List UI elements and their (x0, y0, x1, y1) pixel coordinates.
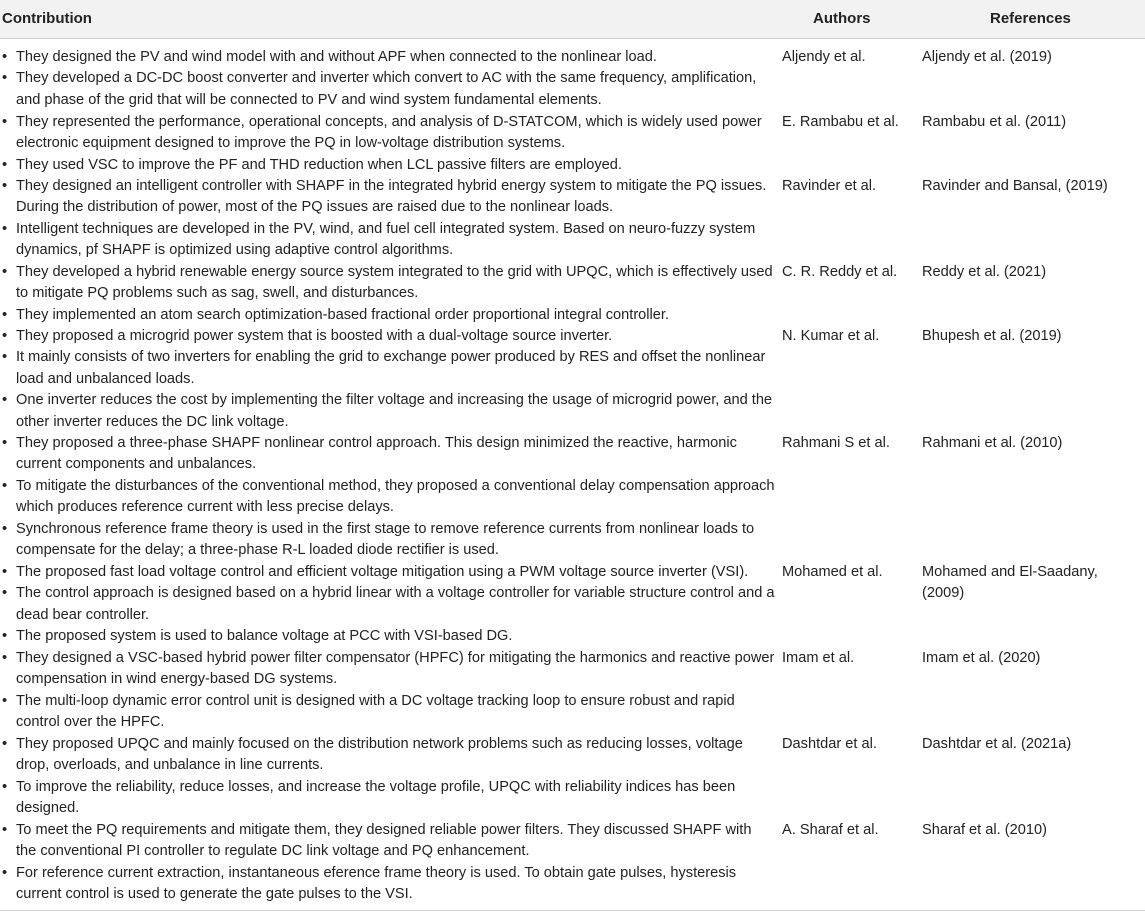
bullet-icon: • (2, 736, 8, 752)
contribution-bullet: • To improve the reliability, reduce losses, and increase the voltage profile, UPQC with reliability indices has been designed. (2, 778, 736, 817)
reference-cell: Imam et al. (2020) (922, 650, 1041, 666)
contribution-bullet: • They proposed UPQC and mainly focused on the distribution network problems such as reducing losses, voltage drop, overloads, and unbalance in line currents. (2, 736, 743, 774)
contribution-bullet: • The multi-loop dynamic error control unit is designed with a DC voltage tracking loop to ensure robust and rapid control over the HPFC. (2, 692, 735, 731)
bullet-icon: • (2, 778, 8, 795)
bullet-icon: • (2, 435, 8, 451)
bullet-icon: • (2, 392, 8, 409)
contribution-bullet: • They represented the performance, operational concepts, and analysis of D-STATCOM, which is widely used power electronic equipment designed to improve the PQ in low-voltage distribution systems. (2, 114, 762, 152)
reference-cell: Aljendy et al. (2019) (922, 49, 1052, 65)
bullet-icon: • (2, 585, 8, 602)
reference-cell: Ravinder and Bansal, (2019) (922, 178, 1108, 194)
bullet-icon: • (2, 220, 8, 237)
authors-cell: Imam et al. (782, 650, 855, 666)
authors-cell: Mohamed et al. (782, 564, 883, 580)
contribution-bullet: • It mainly consists of two inverters for enabling the grid to exchange power produced by RES and offset the nonlinear load and unbalanced loads. (2, 349, 766, 387)
contribution-bullet: • They implemented an atom search optimization-based fractional order proportional integral controller. (0, 305, 775, 326)
bullet-icon: • (2, 650, 8, 666)
bullet-icon: • (2, 328, 8, 344)
contribution-bullet: • They proposed a microgrid power system that is boosted with a dual-voltage source inverter. (0, 326, 775, 347)
authors-cell: Dashtdar et al. (782, 736, 877, 752)
contribution-bullet: • The proposed system is used to balance voltage at PCC with VSI-based DG. (0, 626, 775, 647)
bullet-icon: • (2, 306, 8, 323)
contribution-bullet: • For reference current extraction, instantaneous eference frame theory is used. To obtain gate pulses, hysteresis current control is used to generate the gate pulses to the VSI. (2, 864, 737, 903)
contribution-bullet: • They designed a VSC-based hybrid power filter compensator (HPFC) for mitigating the harmonics and reactive power compensation in wind energy-based DG systems. (2, 650, 775, 688)
contribution-bullet: • One inverter reduces the cost by implementing the filter voltage and increasing the usage of microgrid power, and the other inverter reduces the DC link voltage. (2, 392, 773, 430)
authors-cell: E. Rambabu et al. (782, 114, 899, 130)
header-authors: Authors (813, 10, 871, 27)
contribution-bullet: • They proposed a three-phase SHAPF nonlinear control approach. This design minimized the reactive, harmonic current components and unbalances. (2, 435, 737, 473)
authors-cell: Ravinder et al. (782, 178, 877, 194)
reference-cell: Rahmani et al. (2010) (922, 435, 1063, 451)
contribution-bullet: • They designed the PV and wind model with and without APF when connected to the nonlinear load. (0, 47, 775, 68)
authors-cell: C. R. Reddy et al. (782, 264, 898, 280)
contribution-bullet: • Intelligent techniques are developed in the PV, wind, and fuel cell integrated system. Based on neuro-fuzzy system dynamics, pf SHAPF is optimized using adaptive control algorithms. (2, 220, 756, 259)
bullet-icon: • (2, 70, 8, 87)
authors-cell: Aljendy et al. (782, 49, 866, 65)
authors-cell: A. Sharaf et al. (782, 822, 879, 838)
reference-cell: Rambabu et al. (2011) (922, 114, 1067, 130)
bullet-icon: • (2, 49, 8, 65)
table-header (0, 0, 1145, 39)
reference-cell: Mohamed and El-Saadany, (2009) (922, 564, 1098, 602)
reference-cell: Bhupesh et al. (2019) (922, 328, 1062, 344)
bullet-icon: • (2, 692, 8, 709)
bullet-icon: • (2, 178, 8, 194)
contribution-bullet: • They designed an intelligent controller with SHAPF in the integrated hybrid energy system to mitigate the PQ issues. During the distribution of power, most of the PQ issues are raised due to the nonlinear loads. (2, 178, 767, 216)
header-contribution: Contribution (2, 10, 92, 27)
bullet-icon: • (2, 477, 8, 494)
reference-cell: Dashtdar et al. (2021a) (922, 736, 1072, 752)
contribution-bullet: • Synchronous reference frame theory is used in the first stage to remove reference currents from nonlinear loads to compensate for the delay; a three-phase R-L loaded diode rectifier is used. (2, 520, 755, 558)
bullet-icon: • (2, 156, 8, 173)
contribution-bullet: • The proposed fast load voltage control and efficient voltage mitigation using a PWM voltage source inverter (VSI). (0, 562, 775, 583)
reference-cell: Sharaf et al. (2010) (922, 822, 1047, 838)
bullet-icon: • (2, 628, 8, 645)
table-bottom-rule (0, 910, 1145, 911)
contribution-bullet: • They developed a DC-DC boost converter and inverter which convert to AC with the same frequency, amplification, and phase of the grid that will be connected to PV and wind system fundamental elements. (2, 70, 757, 108)
authors-cell: N. Kumar et al. (782, 328, 880, 344)
bullet-icon: • (2, 822, 8, 838)
bullet-icon: • (2, 864, 8, 881)
bullet-icon: • (2, 564, 8, 580)
bullet-icon: • (2, 520, 8, 537)
contribution-bullet: • To meet the PQ requirements and mitigate them, they designed reliable power filters. They discussed SHAPF with the conventional PI controller to regulate DC link voltage and PQ enhancement. (2, 822, 752, 860)
contribution-bullet: • They developed a hybrid renewable energy source system integrated to the grid with UPQC, which is effectively used to mitigate PQ problems such as sag, swell, and disturbances. (2, 264, 773, 302)
bullet-icon: • (2, 264, 8, 280)
reference-cell: Reddy et al. (2021) (922, 264, 1047, 280)
contribution-bullet: • The control approach is designed based on a hybrid linear with a voltage controller for variable structure control and a dead bear controller. (2, 585, 775, 623)
header-references: References (990, 10, 1071, 27)
contribution-bullet: • To mitigate the disturbances of the conventional method, they proposed a conventional delay compensation approach which produces reference current with less precise delays. (2, 477, 775, 516)
bullet-icon: • (2, 349, 8, 366)
bullet-icon: • (2, 114, 8, 130)
contribution-bullet: • They used VSC to improve the PF and THD reduction when LCL passive filters are employed. (0, 155, 775, 176)
authors-cell: Rahmani S et al. (782, 435, 890, 451)
